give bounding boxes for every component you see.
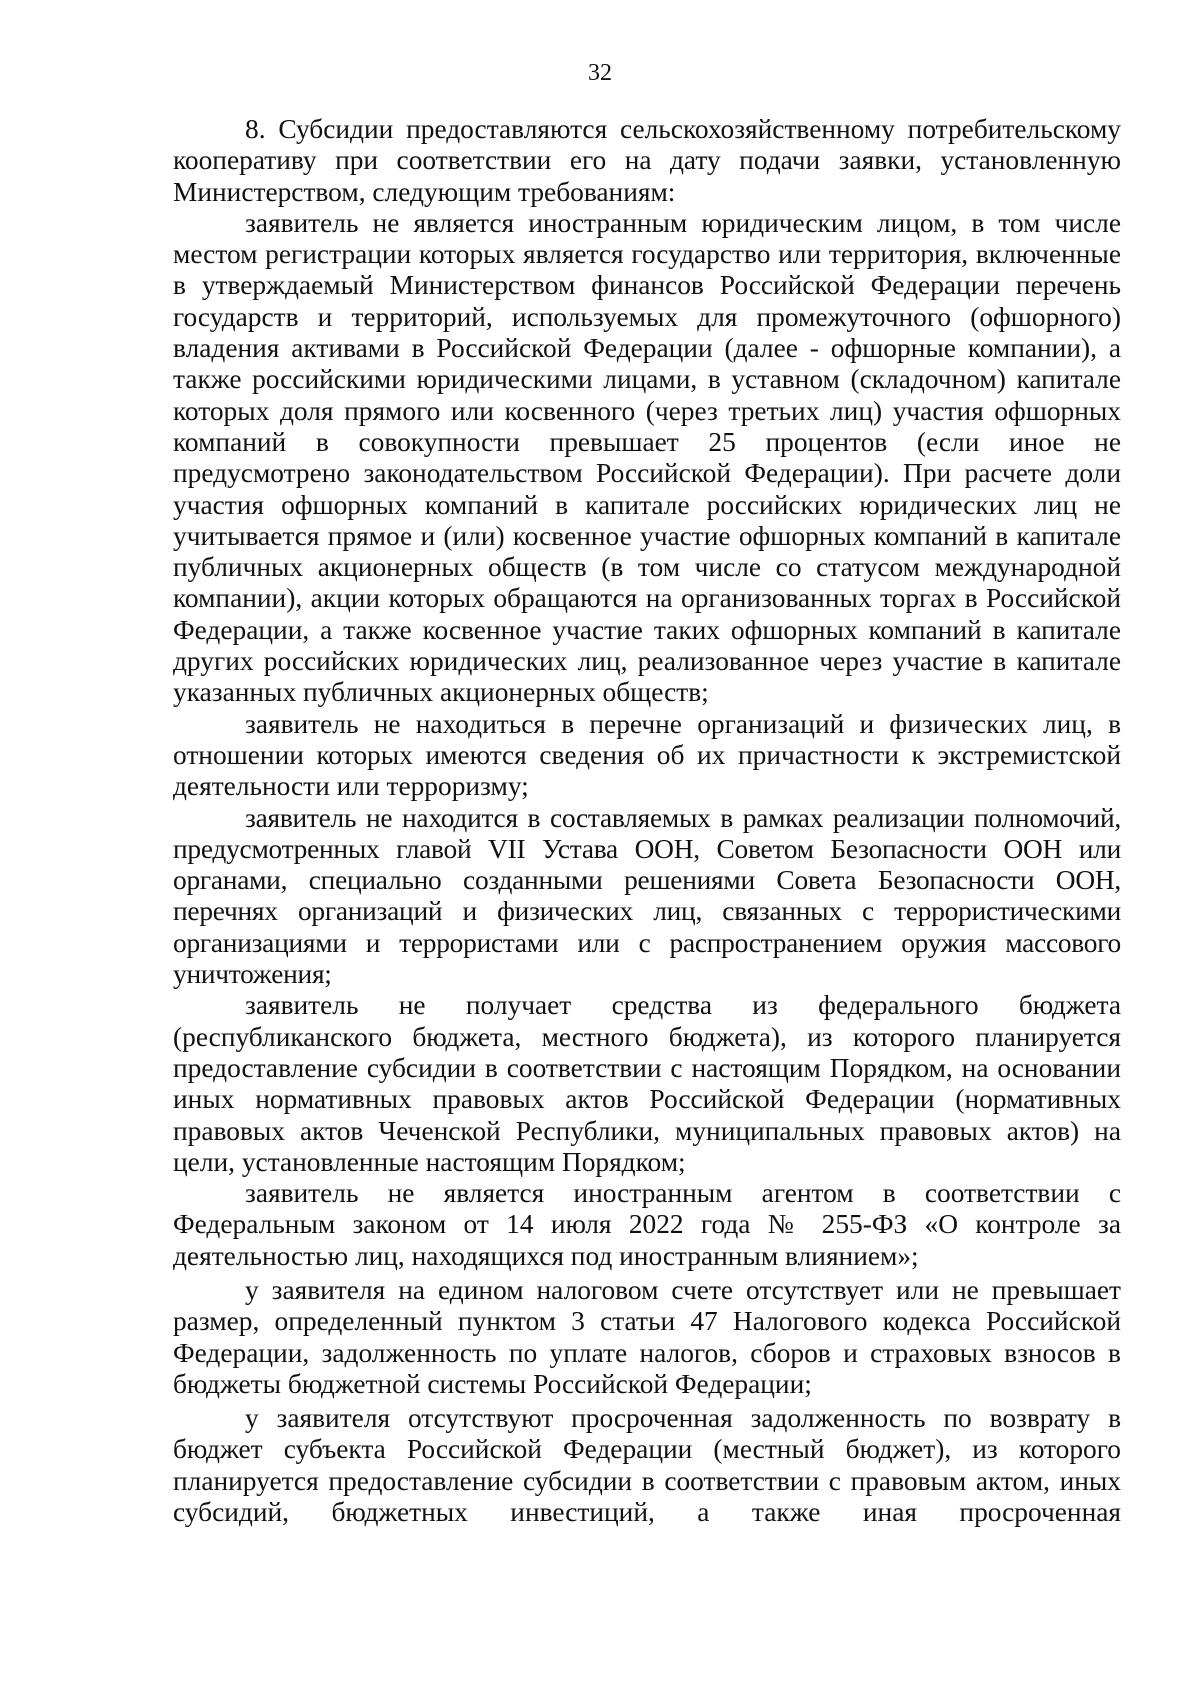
paragraph-foreign-agent: заявитель не является иностранным агентом в соответствии с Федеральным законом от 14 июля 2022 года № 255-ФЗ «О контроле за деятельностью лиц, находящихся под иностранным влиянием»; bbox=[173, 1178, 1121, 1271]
page-number: 32 bbox=[588, 60, 612, 86]
paragraph-no-other-funds: заявитель не получает средства из федерального бюджета (республиканского бюджета, местного бюджета), из которого планируется предоставление субсидии в соответствии с настоящим Порядком, на основании иных нормативных правовых актов Российской Федерации (нормативных правовых актов Чеченской Республики, муниципальных правовых актов) на цели, установленные настоящим Порядком; bbox=[173, 990, 1121, 1177]
paragraph-un-lists: заявитель не находится в составляемых в рамках реализации полномочий, предусмотренных главой VII Устава ООН, Советом Безопасности ООН или органами, специально созданными решениями Совета Безопасности ООН, перечнях организаций и физических лиц, связанных с террористическими организациями и террористами или с распространением оружия массового уничтожения; bbox=[173, 802, 1121, 990]
paragraph-overdue-debt: у заявителя отсутствуют просроченная задолженность по возврату в бюджет субъекта Российской Федерации (местный бюджет), из которого планируется предоставление субсидии в соответствии с правовым актом, иных субсидий, бюджетных инвестиций, а также иная просроченная bbox=[173, 1403, 1121, 1528]
document-body bbox=[173, 114, 1121, 1528]
paragraph-offshore-requirement: заявитель не является иностранным юридическим лицом, в том числе местом регистрации которых является государство или территория, включенные в утверждаемый Министерством финансов Российской Федерации перечень государств и территорий, используемых для промежуточного (офшорного) владения активами в Российской Федерации (далее - офшорные компании), а также российскими юридическими лицами, в уставном (складочном) капитале которых доля прямого или косвенного (через третьих лиц) участия офшорных компаний в совокупности превышает 25 процентов (если иное не предусмотрено законодательством Российской Федерации). При расчете доли участия офшорных компаний в капитале российских юридических лиц не учитывается прямое и (или) косвенное участие офшорных компаний в капитале публичных акционерных обществ (в том числе со статусом международной компании), акции которых обращаются на организованных торгах в Российской Федерации, а также косвенное участие таких офшорных компаний в капитале других российских юридических лиц, реализованное через участие в капитале указанных публичных акционерных обществ; bbox=[173, 207, 1121, 708]
paragraph-tax-debt: у заявителя на едином налоговом счете отсутствует или не превышает размер, определенный пунктом 3 статьи 47 Налогового кодекса Российской Федерации, задолженность по уплате налогов, сборов и страховых взносов в бюджеты бюджетной системы Российской Федерации; bbox=[173, 1274, 1121, 1399]
paragraph-subsidy-requirements: 8. Субсидии предоставляются сельскохозяйственному потребительскому кооперативу при соответствии его на дату подачи заявки, установленную Министерством, следующим требованиям: bbox=[173, 114, 1121, 207]
paragraph-extremism-list: заявитель не находиться в перечне организаций и физических лиц, в отношении которых имеются сведения об их причастности к экстремистской деятельности или терроризму; bbox=[173, 708, 1121, 802]
